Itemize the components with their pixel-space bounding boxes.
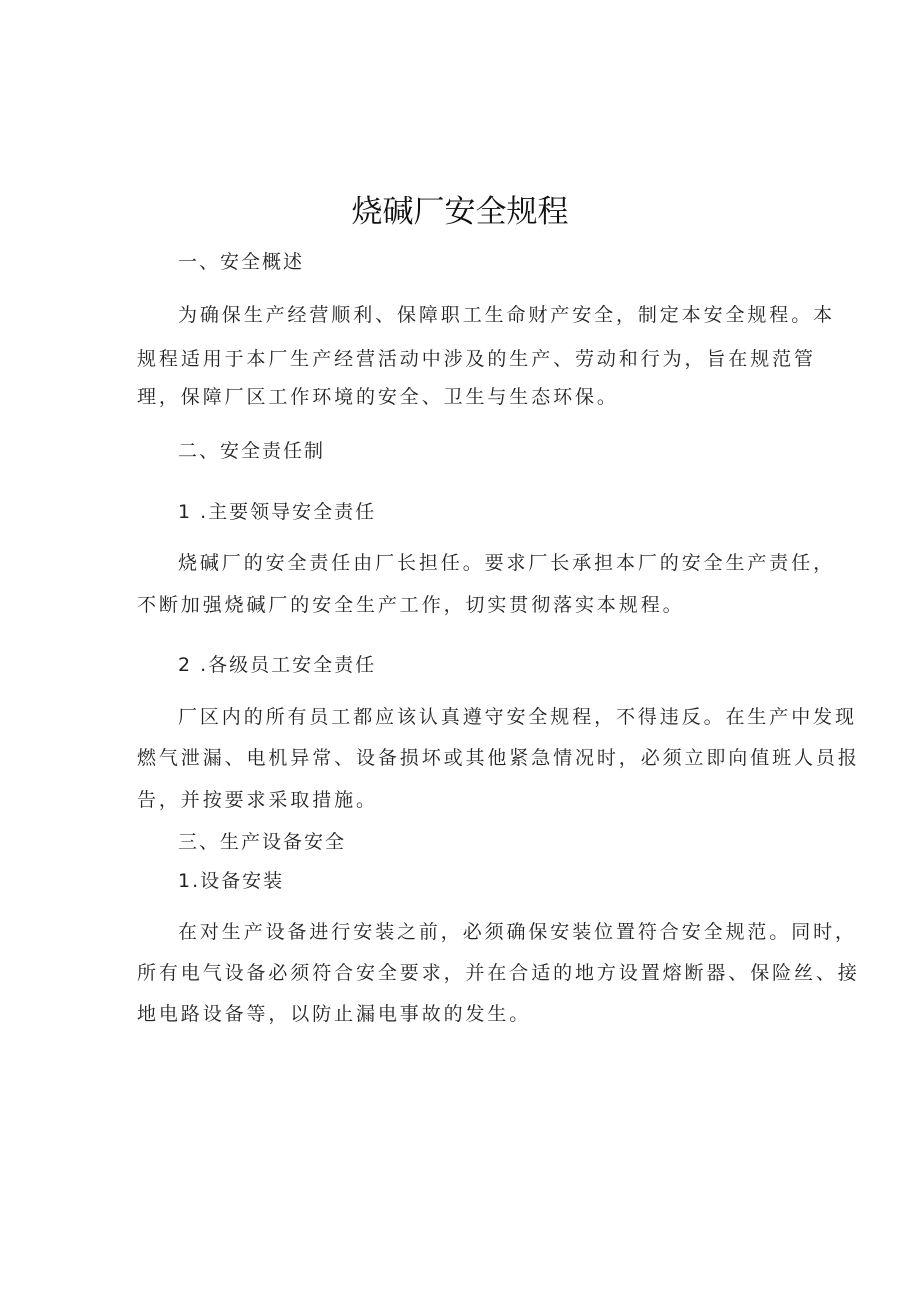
paragraph-line: 理，保障厂区工作环境的安全、卫生与生态环保。 — [137, 386, 619, 408]
paragraph-line: 烧碱厂的安全责任由厂长担任。要求厂长承担本厂的安全生产责任， — [178, 552, 836, 574]
subsection-heading-installation: 1.设备安装 — [178, 870, 285, 892]
section-heading-responsibility: 二、安全责任制 — [178, 440, 326, 462]
paragraph-line: 为确保生产经营顺利、保障职工生命财产安全，制定本安全规程。本 — [178, 304, 836, 326]
document-title: 烧碱厂安全规程 — [351, 194, 569, 230]
paragraph-line: 在对生产设备进行安装之前，必须确保安装位置符合安全规范。同时， — [178, 921, 857, 943]
section-heading-overview: 一、安全概述 — [178, 251, 305, 273]
paragraph-line: 规程适用于本厂生产经营活动中涉及的生产、劳动和行为，旨在规范管 — [137, 348, 816, 370]
paragraph-line: 告，并按要求采取措施。 — [137, 789, 378, 811]
paragraph-line: 地电路设备等，以防止漏电事故的发生。 — [137, 1003, 532, 1025]
paragraph-line: 燃气泄漏、电机异常、设备损坏或其他紧急情况时，必须立即向值班人员报 — [137, 747, 860, 769]
paragraph-line: 厂区内的所有员工都应该认真遵守安全规程，不得违反。在生产中发现 — [178, 706, 857, 728]
section-heading-equipment: 三、生产设备安全 — [178, 831, 347, 853]
subsection-heading-leader: 1 .主要领导安全责任 — [178, 501, 377, 523]
paragraph-line: 所有电气设备必须符合安全要求，并在合适的地方设置熔断器、保险丝、接 — [137, 962, 860, 984]
paragraph-line: 不断加强烧碱厂的安全生产工作，切实贯彻落实本规程。 — [137, 594, 685, 616]
subsection-heading-staff: 2 .各级员工安全责任 — [178, 654, 377, 676]
